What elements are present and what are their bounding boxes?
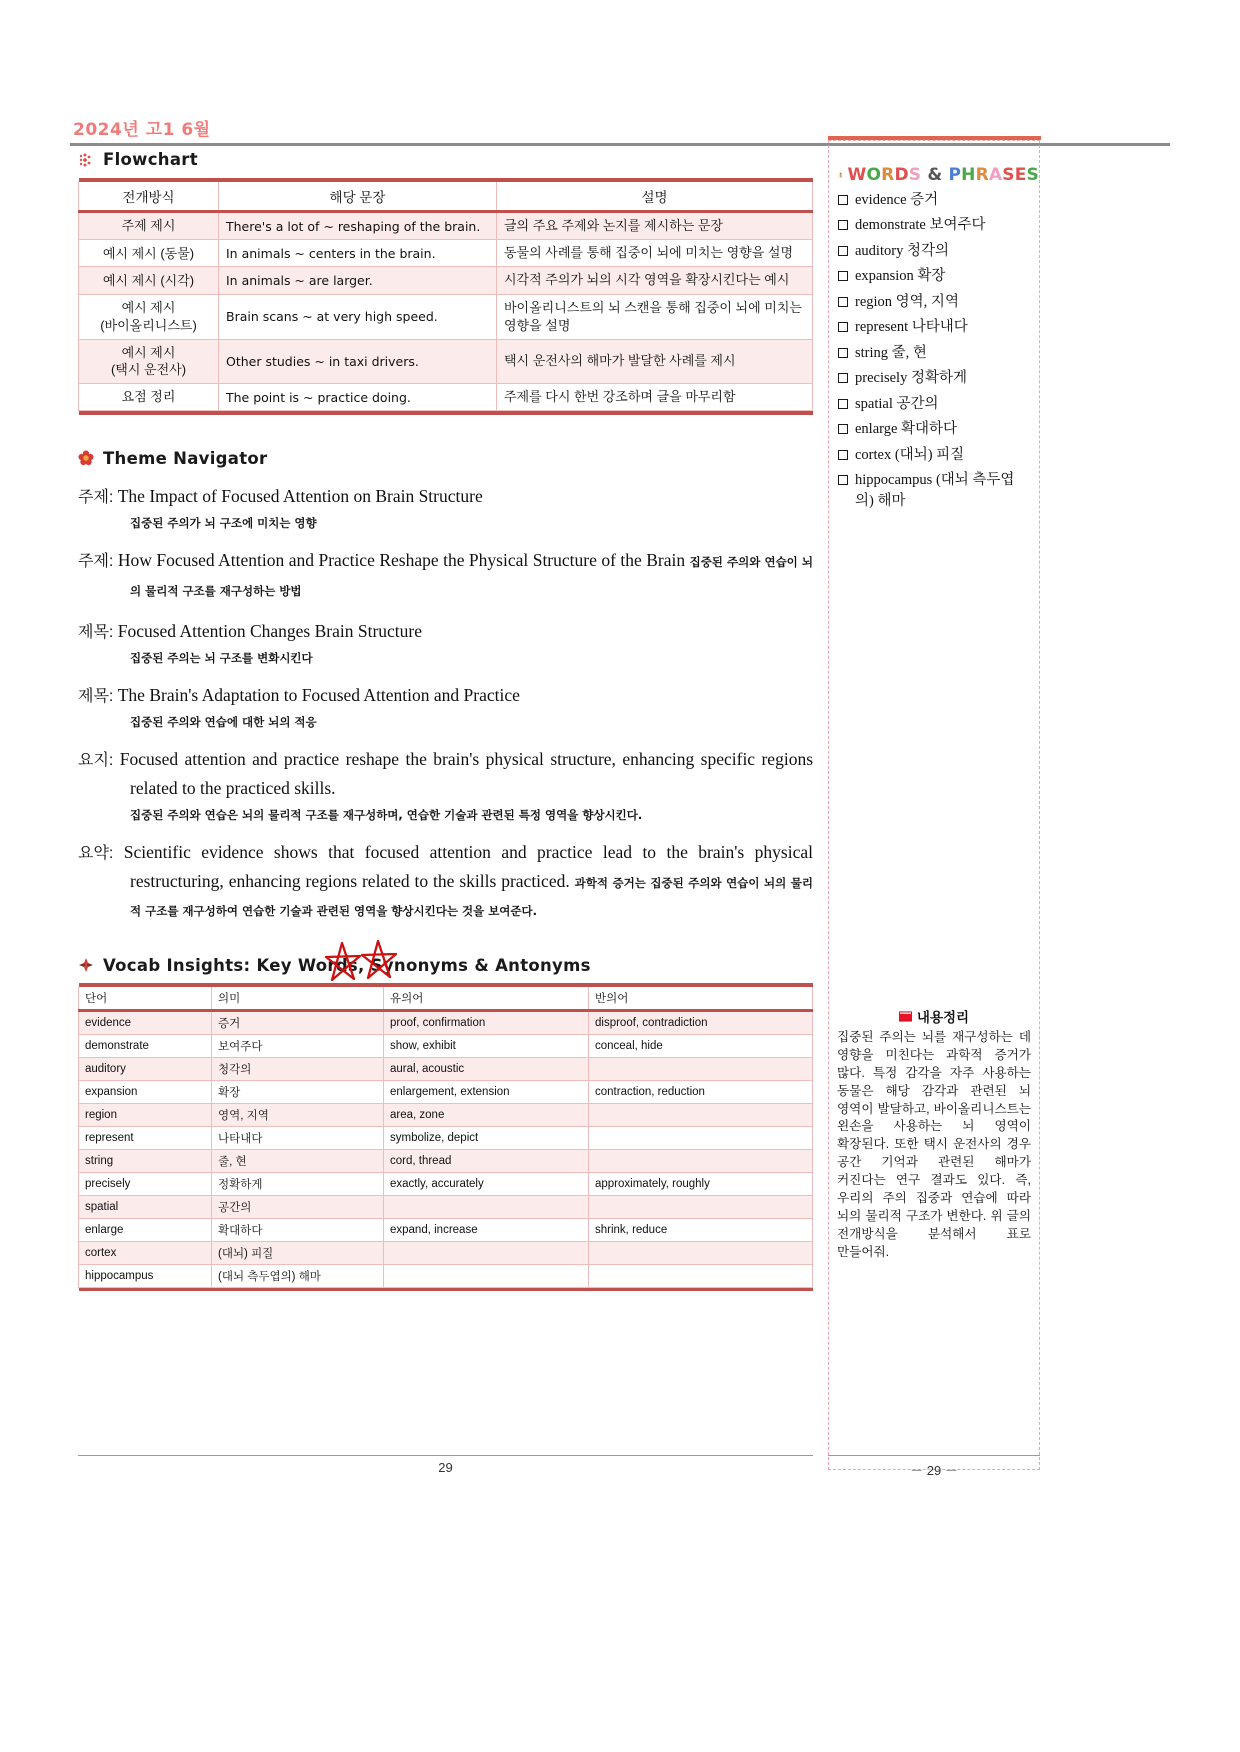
- wp-title-letter: S: [908, 165, 922, 185]
- vocab-entry-text: cortex (대뇌) 피질: [855, 446, 965, 463]
- wp-title-letter: E: [1014, 165, 1027, 185]
- vocab-word: demonstrate: [79, 1034, 212, 1057]
- wp-title-letter: R: [881, 165, 895, 185]
- list-item[interactable]: [838, 394, 1033, 415]
- theme-entry-label: 제목:: [78, 624, 114, 642]
- flowchart-col-header: 전개방식: [79, 182, 219, 212]
- vocab-word: spatial: [79, 1195, 212, 1218]
- table-row: [79, 294, 813, 339]
- content-summary-heading: [837, 1006, 1031, 1026]
- flowchart-sentence: In animals ~ centers in the brain.: [219, 240, 497, 267]
- main-content-column: [78, 150, 813, 1291]
- dots-cluster-icon: [78, 152, 94, 168]
- vocab-entry-text: demonstrate 보여주다: [855, 217, 986, 234]
- vocab-word: precisely: [79, 1172, 212, 1195]
- table-row: [79, 1172, 813, 1195]
- theme-navigator-heading: [78, 449, 813, 468]
- list-item[interactable]: [838, 368, 1033, 389]
- words-phrases-heading: [839, 167, 1039, 184]
- vocab-meaning: 청각의: [212, 1057, 384, 1080]
- checkbox-icon[interactable]: [838, 450, 848, 460]
- theme-entry: [78, 482, 813, 532]
- vocab-meaning: (대뇌 측두엽의) 해마: [212, 1264, 384, 1287]
- words-phrases-list: [838, 190, 1033, 513]
- list-item[interactable]: [838, 317, 1033, 338]
- checkbox-icon[interactable]: [838, 399, 848, 409]
- table-row: [79, 1126, 813, 1149]
- vocab-synonym: [384, 1195, 589, 1218]
- vocab-entry-text: string 줄, 현: [855, 344, 927, 361]
- theme-entry-korean-inline: 과학적 증거는 집중된 주의와 연습이 뇌의 물리적 구조를 재구성하여 연습한 기술과 관련된 영역을 향상시킨다는 것을 보여준다.: [130, 875, 813, 919]
- list-item[interactable]: [838, 343, 1033, 364]
- vocab-synonym: [384, 1264, 589, 1287]
- vocab-entry-text: precisely 정확하게: [855, 370, 967, 387]
- checkbox-icon[interactable]: [838, 322, 848, 332]
- vocab-entry-text: spatial 공간의: [855, 395, 939, 412]
- vocab-meaning: 공간의: [212, 1195, 384, 1218]
- vocab-entry-text: expansion 확장: [855, 268, 946, 285]
- theme-entry: [78, 745, 813, 824]
- vocab-antonym: approximately, roughly: [589, 1172, 813, 1195]
- checkbox-icon[interactable]: [838, 246, 848, 256]
- flowchart-sentence: Brain scans ~ at very high speed.: [219, 294, 497, 339]
- right-sidebar: [828, 140, 1040, 1470]
- diamond-flower-icon: [78, 957, 94, 973]
- table-row: [79, 339, 813, 383]
- flowchart-sentence: The point is ~ practice doing.: [219, 384, 497, 411]
- flowchart-method: 요점 정리: [79, 384, 219, 411]
- flowchart-sentence: Other studies ~ in taxi drivers.: [219, 339, 497, 383]
- vocab-antonym: [589, 1149, 813, 1172]
- table-row: [79, 267, 813, 294]
- wp-title-letter: D: [894, 165, 909, 185]
- vocab-antonym: [589, 1126, 813, 1149]
- flowchart-desc: 바이올리니스트의 뇌 스캔을 통해 집중이 뇌에 미치는 영향을 설명: [497, 294, 813, 339]
- table-row: [79, 1034, 813, 1057]
- vocab-antonym: [589, 1195, 813, 1218]
- vocab-synonym: show, exhibit: [384, 1034, 589, 1057]
- vocab-synonym: proof, confirmation: [384, 1010, 589, 1034]
- vocab-synonym: area, zone: [384, 1103, 589, 1126]
- theme-entry-korean: 집중된 주의는 뇌 구조를 변화시킨다: [130, 651, 313, 666]
- flowchart-desc: 시각적 주의가 뇌의 시각 영역을 확장시킨다는 예시: [497, 267, 813, 294]
- wp-title-letter: W: [847, 165, 867, 185]
- vocab-word: evidence: [79, 1010, 212, 1034]
- content-summary-title: 내용정리: [916, 1010, 970, 1026]
- pencil-icon: [839, 168, 844, 183]
- theme-entry-korean: 집중된 주의와 연습은 뇌의 물리적 구조를 재구성하며, 연습한 기술과 관련된 특정 영역을 향상시킨다.: [130, 807, 643, 822]
- vocab-antonym: conceal, hide: [589, 1034, 813, 1057]
- hand-drawn-stars-doodle: [316, 935, 426, 995]
- vocab-antonym: contraction, reduction: [589, 1080, 813, 1103]
- vocab-entry-text: evidence 증거: [855, 192, 939, 208]
- theme-entry-english: 제목: The Brain's Adaptation to Focused Attention and Practice: [78, 685, 520, 706]
- vocab-col-header: 유의어: [384, 987, 589, 1011]
- flower-icon: [78, 450, 94, 466]
- vocab-synonym: expand, increase: [384, 1218, 589, 1241]
- flowchart-method: 예시 제시 (바이올리니스트): [79, 294, 219, 339]
- vocab-synonym: [384, 1241, 589, 1264]
- vocab-table: [78, 983, 813, 1292]
- content-summary-text: 집중된 주의는 뇌를 재구성하는 데 영향을 미친다는 과학적 증거가 많다. 특정 감각을 자주 사용하는 동물은 해당 감각과 관련된 뇌 영역이 발달하고, 바이올리니스트는 왼손을 사용하는 뇌 영역이 확장된다. 또한 택시 운전사의 경우 공간 기억과 관련된 해마가 커진다는 연구 결과도 있다. 즉, 우리의 주의 집중과 연습에 따라 뇌의 물리적 구조가 변한다. 위 글의 전개방식을 분석해서 표로 만들어줘.: [837, 1030, 1031, 1259]
- theme-entry-english: 주제: The Impact of Focused Attention on Brain Structure: [78, 485, 483, 506]
- flowchart-desc: 동물의 사례를 통해 집중이 뇌에 미치는 영향을 설명: [497, 240, 813, 267]
- flowchart-table: [78, 178, 813, 415]
- list-item[interactable]: [838, 266, 1033, 287]
- vocab-col-header: 의미: [212, 987, 384, 1011]
- table-row: [79, 1149, 813, 1172]
- theme-entry-label: 요지:: [78, 752, 114, 770]
- table-row: [79, 1010, 813, 1034]
- flowchart-sentence: There's a lot of ~ reshaping of the brain.: [219, 212, 497, 240]
- theme-entry: [78, 681, 813, 731]
- vocab-synonym: cord, thread: [384, 1149, 589, 1172]
- flowchart-section-heading: [78, 150, 813, 169]
- vocab-word: hippocampus: [79, 1264, 212, 1287]
- vocab-antonym: [589, 1057, 813, 1080]
- vocab-antonym: disproof, contradiction: [589, 1010, 813, 1034]
- flowchart-method: 예시 제시 (동물): [79, 240, 219, 267]
- table-row: [79, 1264, 813, 1287]
- checkbox-icon[interactable]: [838, 475, 848, 485]
- table-row: [79, 384, 813, 411]
- vocab-meaning: 확장: [212, 1080, 384, 1103]
- list-item[interactable]: [838, 241, 1033, 262]
- vocab-entry-text: hippocampus (대뇌 측두엽의) 해마: [855, 471, 1015, 510]
- list-item[interactable]: [838, 215, 1033, 236]
- wp-title-letter: H: [961, 165, 976, 185]
- vocab-meaning: (대뇌) 피질: [212, 1241, 384, 1264]
- theme-entry-korean: 집중된 주의가 뇌 구조에 미치는 영향: [130, 515, 317, 530]
- vocab-word: represent: [79, 1126, 212, 1149]
- theme-entry-label: 주제:: [78, 552, 114, 570]
- list-item[interactable]: [838, 190, 1033, 211]
- wp-title-letter: A: [988, 165, 1003, 185]
- flowchart-sentence: In animals ~ are larger.: [219, 267, 497, 294]
- theme-entry-english: 제목: Focused Attention Changes Brain Structure: [78, 621, 422, 642]
- vocab-meaning: 증거: [212, 1010, 384, 1034]
- checkbox-icon[interactable]: [838, 424, 848, 434]
- theme-navigator-section: [78, 449, 813, 924]
- vocab-antonym: [589, 1103, 813, 1126]
- flowchart-title: Flowchart: [103, 150, 198, 169]
- vocab-word: expansion: [79, 1080, 212, 1103]
- theme-entry-label: 요약:: [78, 844, 114, 862]
- theme-entry-english: 요약: Scientific evidence shows that focused attention and practice lead to the brain's physical restructuring, enhancing regions related to the skills practiced. 과학적 증거는 집중된 주의와 연습이 뇌의 물리적 구조를 재구성하여 연습한 기술과 관련된 영역을 향상시킨다는 것을 보여준다.: [78, 841, 813, 919]
- theme-entry-korean: 집중된 주의와 연습에 대한 뇌의 적응: [130, 715, 317, 730]
- content-summary-box: [837, 1006, 1031, 1261]
- vocab-col-header: 단어: [79, 987, 212, 1011]
- vocab-synonym: enlargement, extension: [384, 1080, 589, 1103]
- wp-title-letter: S: [1002, 165, 1015, 185]
- flowchart-desc: 주제를 다시 한번 강조하며 글을 마무리함: [497, 384, 813, 411]
- vocab-word: cortex: [79, 1241, 212, 1264]
- vocab-antonym: shrink, reduce: [589, 1218, 813, 1241]
- vocab-entry-text: region 영역, 지역: [855, 293, 959, 310]
- vocab-word: string: [79, 1149, 212, 1172]
- vocab-synonym: aural, acoustic: [384, 1057, 589, 1080]
- wp-title-letter: P: [948, 165, 962, 185]
- vocab-insights-section: [78, 956, 813, 1292]
- vocab-synonym: symbolize, depict: [384, 1126, 589, 1149]
- vocab-antonym: [589, 1264, 813, 1287]
- issue-label: 2024년 고1 6월: [73, 120, 211, 140]
- wp-title-letter: O: [866, 165, 882, 185]
- table-row: [79, 240, 813, 267]
- checkbox-icon[interactable]: [838, 195, 848, 205]
- flowchart-col-header: 설명: [497, 182, 813, 212]
- checkbox-icon[interactable]: [838, 220, 848, 230]
- flowchart-col-header: 해당 문장: [219, 182, 497, 212]
- table-row: [79, 1080, 813, 1103]
- wp-title-letter: &: [927, 165, 943, 185]
- flowchart-desc: 택시 운전사의 해마가 발달한 사례를 제시: [497, 339, 813, 383]
- vocab-col-header: 반의어: [589, 987, 813, 1011]
- checkbox-icon[interactable]: [838, 348, 848, 358]
- list-item[interactable]: [838, 419, 1033, 440]
- vocab-meaning: 보여주다: [212, 1034, 384, 1057]
- checkbox-icon[interactable]: [838, 271, 848, 281]
- vocab-meaning: 확대하다: [212, 1218, 384, 1241]
- table-row: [79, 1057, 813, 1080]
- vocab-meaning: 영역, 지역: [212, 1103, 384, 1126]
- list-item[interactable]: [838, 445, 1033, 466]
- vocab-word: auditory: [79, 1057, 212, 1080]
- list-item[interactable]: [838, 470, 1033, 513]
- flowchart-method: 예시 제시 (택시 운전사): [79, 339, 219, 383]
- checkbox-icon[interactable]: [838, 373, 848, 383]
- theme-entry-english: 주제: How Focused Attention and Practice Reshape the Physical Structure of the Brain 집중된 주의와 연습이 뇌의 물리적 구조를 재구성하는 방법: [78, 549, 813, 598]
- vocab-meaning: 정확하게: [212, 1172, 384, 1195]
- list-item[interactable]: [838, 292, 1033, 313]
- red-book-icon: [899, 1011, 912, 1022]
- theme-entry-english: 요지: Focused attention and practice reshape the brain's physical structure, enhancing specific regions related to the practiced skills.: [78, 749, 813, 799]
- vocab-entry-text: auditory 청각의: [855, 242, 949, 259]
- theme-entry-label: 주제:: [78, 488, 114, 506]
- flowchart-method: 예시 제시 (시각): [79, 267, 219, 294]
- wp-title-letter: R: [975, 165, 989, 185]
- checkbox-icon[interactable]: [838, 297, 848, 307]
- flowchart-desc: 글의 주요 주제와 논지를 제시하는 문장: [497, 212, 813, 240]
- theme-entry: [78, 617, 813, 667]
- theme-entry-korean-inline: 집중된 주의와 연습이 뇌의 물리적 구조를 재구성하는 방법: [130, 554, 813, 598]
- theme-entry: [78, 838, 813, 924]
- vocab-word: enlarge: [79, 1218, 212, 1241]
- table-row: [79, 212, 813, 240]
- footer-right-page-number: － 29 －: [828, 1455, 1040, 1479]
- vocab-entry-text: enlarge 확대하다: [855, 421, 958, 438]
- table-row: [79, 1103, 813, 1126]
- vocab-synonym: exactly, accurately: [384, 1172, 589, 1195]
- vocab-insights-heading: [78, 956, 813, 975]
- table-row: [79, 1241, 813, 1264]
- theme-navigator-title: Theme Navigator: [103, 448, 268, 468]
- vocab-entry-text: represent 나타내다: [855, 319, 968, 336]
- footer-left-page-number: 29: [78, 1455, 813, 1475]
- theme-entry-label: 제목:: [78, 688, 114, 706]
- table-row: [79, 1218, 813, 1241]
- vocab-antonym: [589, 1241, 813, 1264]
- vocab-meaning: 나타내다: [212, 1126, 384, 1149]
- wp-title-letter: S: [1026, 165, 1039, 185]
- table-row: [79, 1195, 813, 1218]
- vocab-meaning: 줄, 현: [212, 1149, 384, 1172]
- theme-entry: [78, 546, 813, 603]
- flowchart-method: 주제 제시: [79, 212, 219, 240]
- vocab-insights-title: Vocab Insights: Key Words, Synonyms & Antonyms: [103, 955, 591, 975]
- vocab-word: region: [79, 1103, 212, 1126]
